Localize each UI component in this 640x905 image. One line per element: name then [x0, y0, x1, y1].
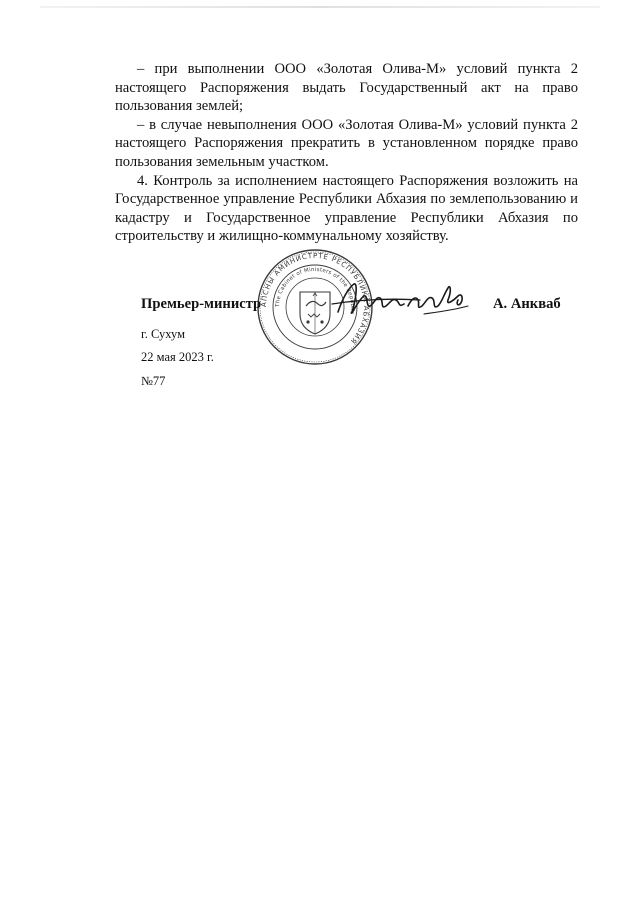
- signatory-title: Премьер-министр: [141, 296, 262, 312]
- document-place: г. Сухум: [141, 327, 186, 341]
- paragraph-3: 4. Контроль за исполнением настоящего Распоряжения возложить на Государственное управление Республики Абхазия по землепользованию и кадастру и Государственное управление Республики Абхазия по строительству и жилищно-коммунальному хозяйству.: [115, 172, 578, 245]
- document-body: [115, 60, 578, 246]
- emblem-icon: [300, 292, 330, 334]
- scan-edge: [40, 6, 600, 8]
- signatory-name: А. Анкваб: [493, 296, 561, 312]
- paragraph-2: – в случае невыполнения ООО «Золотая Олива-М» условий пункта 2 настоящего Распоряжения прекратить в установленном порядке право пользования земельным участком.: [115, 116, 578, 170]
- document-number: №77: [141, 374, 166, 388]
- handwritten-signature: [328, 270, 478, 330]
- document-date: 22 мая 2023 г.: [141, 350, 214, 364]
- seal-outer-text: АПСНЫ АМИНИСТРТЕ РЕСПУБЛИКА АБХАЗИЯ: [259, 251, 371, 346]
- paragraph-1: – при выполнении ООО «Золотая Олива-М» условий пункта 2 настоящего Распоряжения выдать Государственный акт на право пользования землей;: [115, 61, 578, 115]
- seal-inner-text: The Cabinet of Ministers of the Republic: [274, 266, 356, 315]
